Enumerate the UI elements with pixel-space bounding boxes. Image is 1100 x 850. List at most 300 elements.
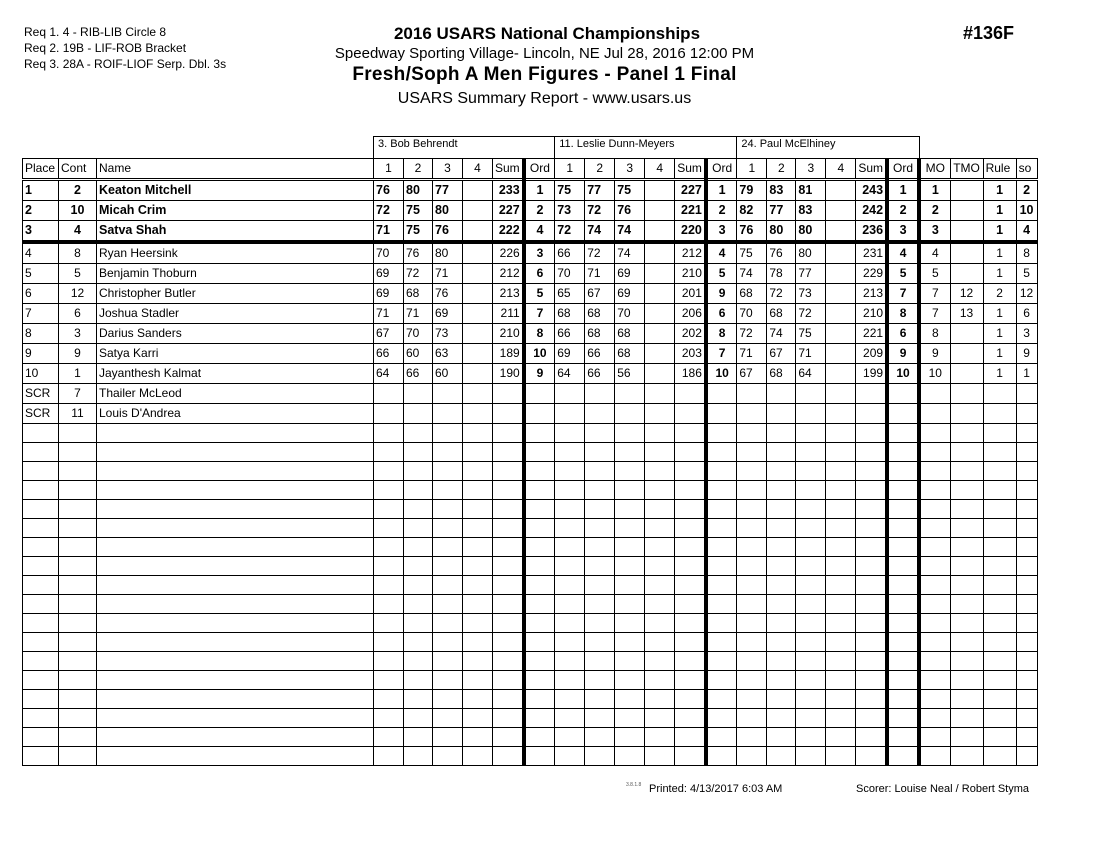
judge-2-fig-2-score: 68 (585, 304, 615, 324)
empty-cell (1016, 614, 1037, 633)
judge-1-fig-1-score: 72 (374, 201, 404, 221)
empty-row (23, 576, 1038, 595)
empty-cell (645, 538, 675, 557)
col-j3-fig2: 2 (767, 159, 796, 180)
empty-cell (463, 709, 493, 728)
empty-cell (404, 557, 433, 576)
judge-1-fig-1-score: 70 (374, 242, 404, 264)
col-j3-sum: Sum (856, 159, 887, 180)
empty-cell (767, 690, 796, 709)
judge-1-fig-3-score: 76 (433, 284, 463, 304)
judge-1-fig-1-score: 71 (374, 221, 404, 243)
empty-cell (950, 557, 983, 576)
empty-cell (404, 690, 433, 709)
empty-cell (737, 424, 767, 443)
empty-cell (1016, 481, 1037, 500)
empty-cell (59, 595, 97, 614)
mo-cell: 9 (919, 344, 950, 364)
empty-cell (675, 747, 706, 766)
empty-cell (374, 424, 404, 443)
empty-cell (433, 557, 463, 576)
judge-2-fig-4-score (645, 284, 675, 304)
judge-3-sum: 221 (856, 324, 887, 344)
judge-1-fig-4-score (463, 201, 493, 221)
empty-cell (493, 633, 524, 652)
empty-cell (675, 728, 706, 747)
name-cell: Darius Sanders (97, 324, 374, 344)
empty-cell (645, 519, 675, 538)
empty-cell (493, 462, 524, 481)
event-title: Fresh/Soph A Men Figures - Panel 1 Final (352, 64, 737, 85)
empty-cell (555, 671, 585, 690)
judge-1-fig-2-score: 68 (404, 284, 433, 304)
empty-row (23, 728, 1038, 747)
empty-cell (585, 595, 615, 614)
col-j2-fig2: 2 (585, 159, 615, 180)
empty-cell (615, 462, 645, 481)
judge-3-sum: 213 (856, 284, 887, 304)
empty-cell (919, 443, 950, 462)
table-row (23, 404, 1038, 424)
empty-cell (856, 614, 887, 633)
empty-cell (706, 576, 737, 595)
judge-2-sum: 201 (675, 284, 706, 304)
judge-3-sum: 229 (856, 264, 887, 284)
judge-2-ordinal: 10 (706, 364, 737, 384)
judge-3-ordinal: 1 (887, 180, 919, 201)
cont-cell: 11 (59, 404, 97, 424)
empty-cell (433, 728, 463, 747)
cont-cell: 12 (59, 284, 97, 304)
empty-cell (97, 728, 374, 747)
empty-cell (463, 557, 493, 576)
empty-cell (983, 633, 1016, 652)
judge-3-fig-3-score: 64 (796, 364, 826, 384)
empty-cell (767, 671, 796, 690)
empty-cell (23, 519, 59, 538)
empty-cell (374, 500, 404, 519)
empty-cell (97, 747, 374, 766)
empty-cell (856, 462, 887, 481)
place-cell: 6 (23, 284, 59, 304)
judge-3-fig-2-score (767, 404, 796, 424)
empty-cell (950, 424, 983, 443)
empty-cell (1016, 633, 1037, 652)
table-row (23, 284, 1038, 304)
judge-1-fig-4-score (463, 344, 493, 364)
judge-3-fig-3-score: 80 (796, 221, 826, 243)
empty-cell (919, 709, 950, 728)
empty-cell (706, 481, 737, 500)
empty-row (23, 500, 1038, 519)
empty-cell (555, 728, 585, 747)
empty-cell (23, 595, 59, 614)
empty-cell (675, 519, 706, 538)
empty-cell (737, 519, 767, 538)
empty-cell (59, 614, 97, 633)
cont-cell: 8 (59, 242, 97, 264)
empty-cell (97, 538, 374, 557)
tmo-cell (950, 344, 983, 364)
so-cell: 9 (1016, 344, 1037, 364)
col-so: so (1016, 159, 1037, 180)
judge-1-fig-1-score (374, 384, 404, 404)
empty-cell (433, 576, 463, 595)
empty-cell (737, 538, 767, 557)
empty-cell (374, 576, 404, 595)
empty-cell (524, 671, 555, 690)
empty-cell (856, 709, 887, 728)
empty-cell (706, 690, 737, 709)
judge-1-fig-4-score (463, 221, 493, 243)
judge-1-sum: 233 (493, 180, 524, 201)
judge-3-fig-3-score: 75 (796, 324, 826, 344)
name-cell: Satva Shah (97, 221, 374, 243)
judge-1-fig-1-score: 76 (374, 180, 404, 201)
empty-cell (950, 614, 983, 633)
judge-3-fig-4-score (826, 201, 856, 221)
empty-cell (615, 519, 645, 538)
judge-2-sum (675, 384, 706, 404)
name-cell: Satya Karri (97, 344, 374, 364)
empty-cell (796, 557, 826, 576)
judge-1-fig-2-score: 72 (404, 264, 433, 284)
empty-row (23, 557, 1038, 576)
empty-cell (826, 424, 856, 443)
event-number: #136F (963, 23, 1015, 43)
empty-cell (826, 614, 856, 633)
judge-1-fig-2-score: 70 (404, 324, 433, 344)
empty-cell (493, 557, 524, 576)
empty-cell (404, 709, 433, 728)
empty-cell (463, 462, 493, 481)
empty-cell (796, 519, 826, 538)
empty-cell (675, 576, 706, 595)
empty-cell (374, 595, 404, 614)
empty-cell (983, 595, 1016, 614)
judge-2-fig-3-score: 56 (615, 364, 645, 384)
place-cell: 10 (23, 364, 59, 384)
empty-cell (524, 481, 555, 500)
empty-cell (796, 690, 826, 709)
empty-cell (97, 443, 374, 462)
empty-row (23, 443, 1038, 462)
empty-cell (675, 633, 706, 652)
empty-cell (950, 690, 983, 709)
rule-cell: 2 (983, 284, 1016, 304)
place-cell: SCR (23, 384, 59, 404)
judge-3-fig-3-score (796, 404, 826, 424)
empty-cell (585, 500, 615, 519)
judge-2-sum (675, 404, 706, 424)
empty-cell (433, 519, 463, 538)
empty-cell (983, 747, 1016, 766)
empty-cell (796, 462, 826, 481)
judge-1-fig-4-score (463, 304, 493, 324)
judge-header-row (23, 137, 1038, 159)
place-cell: 7 (23, 304, 59, 324)
judge-1-fig-2-score: 76 (404, 242, 433, 264)
judge-3-fig-3-score: 81 (796, 180, 826, 201)
empty-cell (97, 671, 374, 690)
empty-cell (23, 538, 59, 557)
col-j2-fig1: 1 (555, 159, 585, 180)
empty-cell (493, 747, 524, 766)
col-name: Name (97, 159, 374, 180)
place-cell: 3 (23, 221, 59, 243)
name-cell: Keaton Mitchell (97, 180, 374, 201)
empty-cell (493, 709, 524, 728)
empty-cell (919, 728, 950, 747)
judge-2-sum: 203 (675, 344, 706, 364)
judge-2-ordinal (706, 384, 737, 404)
name-cell: Ryan Heersink (97, 242, 374, 264)
judge-3-fig-4-score (826, 364, 856, 384)
judge-2-sum: 220 (675, 221, 706, 243)
table-row (23, 242, 1038, 264)
judge-3-fig-2-score: 72 (767, 284, 796, 304)
empty-cell (374, 519, 404, 538)
col-tmo: TMO (950, 159, 983, 180)
empty-cell (585, 747, 615, 766)
judge-2-ordinal: 1 (706, 180, 737, 201)
empty-cell (856, 443, 887, 462)
judge-1-ordinal: 2 (524, 201, 555, 221)
judge-2-ordinal: 6 (706, 304, 737, 324)
judge-2-fig-1-score: 72 (555, 221, 585, 243)
judge-2-fig-1-score: 75 (555, 180, 585, 201)
empty-cell (983, 424, 1016, 443)
place-cell: 1 (23, 180, 59, 201)
empty-cell (404, 633, 433, 652)
empty-cell (856, 481, 887, 500)
empty-cell (493, 728, 524, 747)
judge-3-label: 24. Paul McElhiney (737, 137, 919, 159)
judge-1-fig-4-score (463, 242, 493, 264)
judge-2-fig-4-score (645, 201, 675, 221)
empty-cell (555, 538, 585, 557)
col-rule: Rule (983, 159, 1016, 180)
empty-cell (826, 671, 856, 690)
empty-cell (983, 671, 1016, 690)
empty-cell (585, 614, 615, 633)
empty-cell (983, 519, 1016, 538)
judge-3-fig-2-score: 83 (767, 180, 796, 201)
empty-cell (524, 500, 555, 519)
judge-2-fig-3-score: 69 (615, 284, 645, 304)
rule-cell: 1 (983, 364, 1016, 384)
empty-cell (524, 652, 555, 671)
rule-cell: 1 (983, 242, 1016, 264)
empty-cell (645, 633, 675, 652)
empty-cell (645, 747, 675, 766)
empty-cell (555, 633, 585, 652)
judge-1-sum: 226 (493, 242, 524, 264)
judge-3-sum: 242 (856, 201, 887, 221)
rule-cell: 1 (983, 180, 1016, 201)
empty-cell (463, 500, 493, 519)
empty-cell (887, 747, 919, 766)
empty-cell (493, 595, 524, 614)
empty-cell (645, 424, 675, 443)
empty-cell (97, 481, 374, 500)
table-row (23, 304, 1038, 324)
judge-2-ordinal (706, 404, 737, 424)
empty-cell (645, 652, 675, 671)
empty-cell (826, 652, 856, 671)
tmo-cell (950, 180, 983, 201)
rule-cell: 1 (983, 264, 1016, 284)
empty-cell (463, 424, 493, 443)
judge-2-sum: 210 (675, 264, 706, 284)
empty-cell (615, 595, 645, 614)
empty-cell (737, 595, 767, 614)
empty-cell (493, 443, 524, 462)
empty-cell (645, 500, 675, 519)
judge-2-fig-4-score (645, 242, 675, 264)
empty-cell (796, 614, 826, 633)
judge-2-fig-4-score (645, 384, 675, 404)
empty-cell (615, 538, 645, 557)
empty-cell (950, 747, 983, 766)
empty-cell (97, 690, 374, 709)
mo-cell: 3 (919, 221, 950, 243)
empty-cell (59, 633, 97, 652)
empty-cell (826, 481, 856, 500)
judge-3-fig-2-score: 67 (767, 344, 796, 364)
judge-2-ordinal: 3 (706, 221, 737, 243)
so-cell: 5 (1016, 264, 1037, 284)
empty-cell (59, 709, 97, 728)
empty-cell (796, 709, 826, 728)
cont-cell: 3 (59, 324, 97, 344)
judge-3-fig-1-score: 79 (737, 180, 767, 201)
empty-cell (767, 576, 796, 595)
empty-cell (23, 728, 59, 747)
judge-3-fig-3-score: 73 (796, 284, 826, 304)
table-row (23, 324, 1038, 344)
cont-cell: 4 (59, 221, 97, 243)
table-row (23, 201, 1038, 221)
empty-cell (585, 671, 615, 690)
empty-cell (404, 519, 433, 538)
empty-row (23, 614, 1038, 633)
empty-cell (645, 671, 675, 690)
empty-cell (524, 595, 555, 614)
empty-cell (585, 557, 615, 576)
empty-cell (887, 500, 919, 519)
judge-2-fig-2-score: 71 (585, 264, 615, 284)
empty-cell (919, 500, 950, 519)
software-version: 3.8.1.8 (626, 782, 642, 788)
empty-cell (796, 728, 826, 747)
empty-cell (950, 595, 983, 614)
empty-cell (493, 671, 524, 690)
judge-2-fig-1-score: 69 (555, 344, 585, 364)
empty-cell (585, 576, 615, 595)
so-cell: 1 (1016, 364, 1037, 384)
empty-cell (796, 443, 826, 462)
empty-cell (675, 538, 706, 557)
empty-cell (23, 462, 59, 481)
empty-cell (706, 424, 737, 443)
empty-cell (59, 557, 97, 576)
empty-cell (887, 690, 919, 709)
tmo-cell (950, 384, 983, 404)
empty-cell (1016, 690, 1037, 709)
empty-cell (737, 576, 767, 595)
judge-3-fig-4-score (826, 242, 856, 264)
judge-1-ordinal: 4 (524, 221, 555, 243)
empty-cell (675, 690, 706, 709)
empty-cell (555, 747, 585, 766)
empty-cell (796, 424, 826, 443)
empty-cell (737, 671, 767, 690)
judge-1-sum: 190 (493, 364, 524, 384)
requirement-3: Req 3. 28A - ROIF-LIOF Serp. Dbl. 3s (24, 57, 227, 71)
empty-cell (374, 709, 404, 728)
judge-1-fig-1-score: 69 (374, 264, 404, 284)
empty-cell (463, 519, 493, 538)
judge-2-sum: 227 (675, 180, 706, 201)
empty-cell (463, 443, 493, 462)
so-cell (1016, 404, 1037, 424)
empty-cell (493, 519, 524, 538)
empty-cell (524, 633, 555, 652)
empty-cell (645, 557, 675, 576)
judge-1-fig-2-score: 66 (404, 364, 433, 384)
cont-cell: 2 (59, 180, 97, 201)
judge-2-fig-2-score: 72 (585, 201, 615, 221)
empty-cell (706, 633, 737, 652)
empty-cell (645, 443, 675, 462)
empty-cell (23, 690, 59, 709)
empty-cell (826, 576, 856, 595)
empty-cell (404, 747, 433, 766)
requirement-1: Req 1. 4 - RIB-LIB Circle 8 (24, 25, 167, 39)
judge-3-sum: 231 (856, 242, 887, 264)
empty-cell (374, 614, 404, 633)
empty-cell (555, 519, 585, 538)
empty-cell (737, 462, 767, 481)
table-row (23, 344, 1038, 364)
empty-cell (919, 633, 950, 652)
judge-3-fig-4-score (826, 284, 856, 304)
judge-1-ordinal (524, 384, 555, 404)
empty-cell (463, 633, 493, 652)
empty-cell (767, 462, 796, 481)
column-header-row (23, 159, 1038, 180)
name-cell: Joshua Stadler (97, 304, 374, 324)
judge-3-fig-2-score: 76 (767, 242, 796, 264)
empty-cell (404, 424, 433, 443)
empty-cell (374, 443, 404, 462)
mo-cell: 8 (919, 324, 950, 344)
empty-cell (463, 614, 493, 633)
empty-cell (555, 614, 585, 633)
col-j3-fig3: 3 (796, 159, 826, 180)
empty-cell (1016, 671, 1037, 690)
empty-cell (615, 747, 645, 766)
empty-cell (983, 557, 1016, 576)
empty-cell (524, 576, 555, 595)
col-j1-sum: Sum (493, 159, 524, 180)
empty-cell (59, 462, 97, 481)
empty-cell (983, 481, 1016, 500)
empty-cell (737, 500, 767, 519)
empty-cell (615, 633, 645, 652)
empty-cell (983, 576, 1016, 595)
